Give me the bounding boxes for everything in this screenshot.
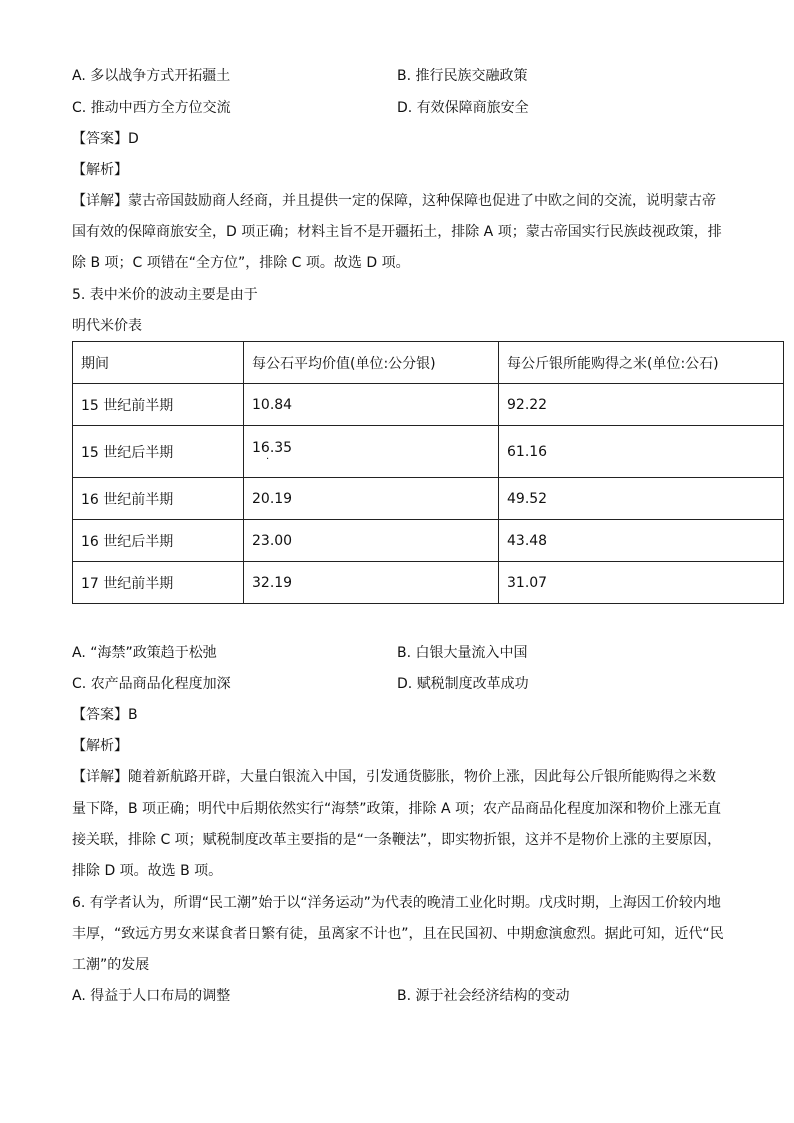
detail-line: 接关联，排除 C 项；赋税制度改革主要指的是“一条鞭法”，即实物折银，这并不是物价上涨的主要原因， <box>72 832 722 848</box>
analysis-tag: 【解析】 <box>72 162 128 178</box>
option-text: 白银大量流入中国 <box>415 645 528 661</box>
option-label: C. <box>72 100 87 116</box>
option-label: A. <box>72 645 86 661</box>
option-a <box>72 66 230 86</box>
detail-line: 【详解】随着新航路开辟，大量白银流入中国，引发通货膨胀，物价上涨，因此每公斤银所能购得之米数 <box>72 769 716 785</box>
option-label: A. <box>72 988 86 1004</box>
question-stem: 5. 表中米价的波动主要是由于 <box>72 287 258 303</box>
table-cell: 20.19 <box>244 478 499 520</box>
option-text: 推行民族交融政策 <box>415 68 528 84</box>
option-text: 源于社会经济结构的变动 <box>415 988 570 1004</box>
table-cell: 92.22 <box>499 384 784 426</box>
detail-line: 排除 D 项。故选 B 项。 <box>72 863 223 879</box>
table-row <box>73 426 784 478</box>
table-row <box>73 562 784 604</box>
question-stem: 工潮”的发展 <box>72 957 150 973</box>
option-text: 多以战争方式开拓疆土 <box>90 68 231 84</box>
question-stem: 丰厚，“致远方男女来谋食者日繁有徒，虽离家不计也”，且在民国初、中期愈演愈烈。据此可知，近代“民 <box>72 926 724 942</box>
table-cell: 17 世纪前半期 <box>73 562 244 604</box>
table-cell: 15 世纪前半期 <box>73 384 244 426</box>
option-d <box>397 98 529 118</box>
table-cell: 43.48 <box>499 520 784 562</box>
table-title: 明代米价表 <box>72 318 142 334</box>
option-label: D. <box>397 100 413 116</box>
option-text: 赋税制度改革成功 <box>416 676 529 692</box>
table-cell: 61.16 <box>499 426 784 478</box>
option-b <box>397 986 570 1006</box>
analysis-tag: 【解析】 <box>72 738 128 754</box>
option-label: B. <box>397 645 412 661</box>
option-d <box>397 674 529 694</box>
option-b <box>397 66 528 86</box>
option-text: 得益于人口布局的调整 <box>90 988 231 1004</box>
table-cell <box>244 426 499 478</box>
table-row <box>73 520 784 562</box>
option-c <box>72 674 231 694</box>
column-header: 每公石平均价值(单位:公分银) <box>244 342 499 384</box>
option-text: 推动中西方全方位交流 <box>90 100 231 116</box>
option-label: D. <box>397 676 413 692</box>
detail-line: 除 B 项；C 项错在“全方位”，排除 C 项。故选 D 项。 <box>72 255 410 271</box>
column-header: 每公斤银所能购得之米(单位:公石) <box>499 342 784 384</box>
option-c <box>72 98 231 118</box>
answer-tag: 【答案】D <box>72 131 139 147</box>
table-cell: 10.84 <box>244 384 499 426</box>
table-cell: 31.07 <box>499 562 784 604</box>
option-label: B. <box>397 988 412 1004</box>
rice-price-table <box>72 341 784 604</box>
table-cell: 32.19 <box>244 562 499 604</box>
option-a <box>72 643 217 663</box>
option-a <box>72 986 230 1006</box>
table-header-row <box>73 342 784 384</box>
option-label: C. <box>72 676 87 692</box>
option-text: 农产品商品化程度加深 <box>90 676 231 692</box>
table-cell-value: 16.35 <box>252 439 293 456</box>
table-cell: 15 世纪后半期 <box>73 426 244 478</box>
option-label: B. <box>397 68 412 84</box>
detail-line: 国有效的保障商旅安全，D 项正确；材料主旨不是开疆拓土，排除 A 项；蒙古帝国实行民族歧视政策，排 <box>72 224 722 240</box>
table-row <box>73 384 784 426</box>
stray-mark: · <box>266 453 270 465</box>
option-text: 有效保障商旅安全 <box>416 100 529 116</box>
option-label: A. <box>72 68 86 84</box>
detail-line: 量下降，B 项正确；明代中后期依然实行“海禁”政策，排除 A 项；农产品商品化程度加深和物价上涨无直 <box>72 801 722 817</box>
table-cell: 16 世纪前半期 <box>73 478 244 520</box>
table-row <box>73 478 784 520</box>
column-header: 期间 <box>73 342 244 384</box>
question-stem: 6. 有学者认为，所谓“民工潮”始于以“洋务运动”为代表的晚清工业化时期。戊戌时期，上海因工价较内地 <box>72 895 721 911</box>
option-b <box>397 643 528 663</box>
table-cell: 16 世纪后半期 <box>73 520 244 562</box>
answer-tag: 【答案】B <box>72 707 138 723</box>
option-text: “海禁”政策趋于松弛 <box>90 645 217 661</box>
table-cell: 23.00 <box>244 520 499 562</box>
table-cell: 49.52 <box>499 478 784 520</box>
detail-line: 【详解】蒙古帝国鼓励商人经商，并且提供一定的保障，这种保障也促进了中欧之间的交流，说明蒙古帝 <box>72 193 716 209</box>
